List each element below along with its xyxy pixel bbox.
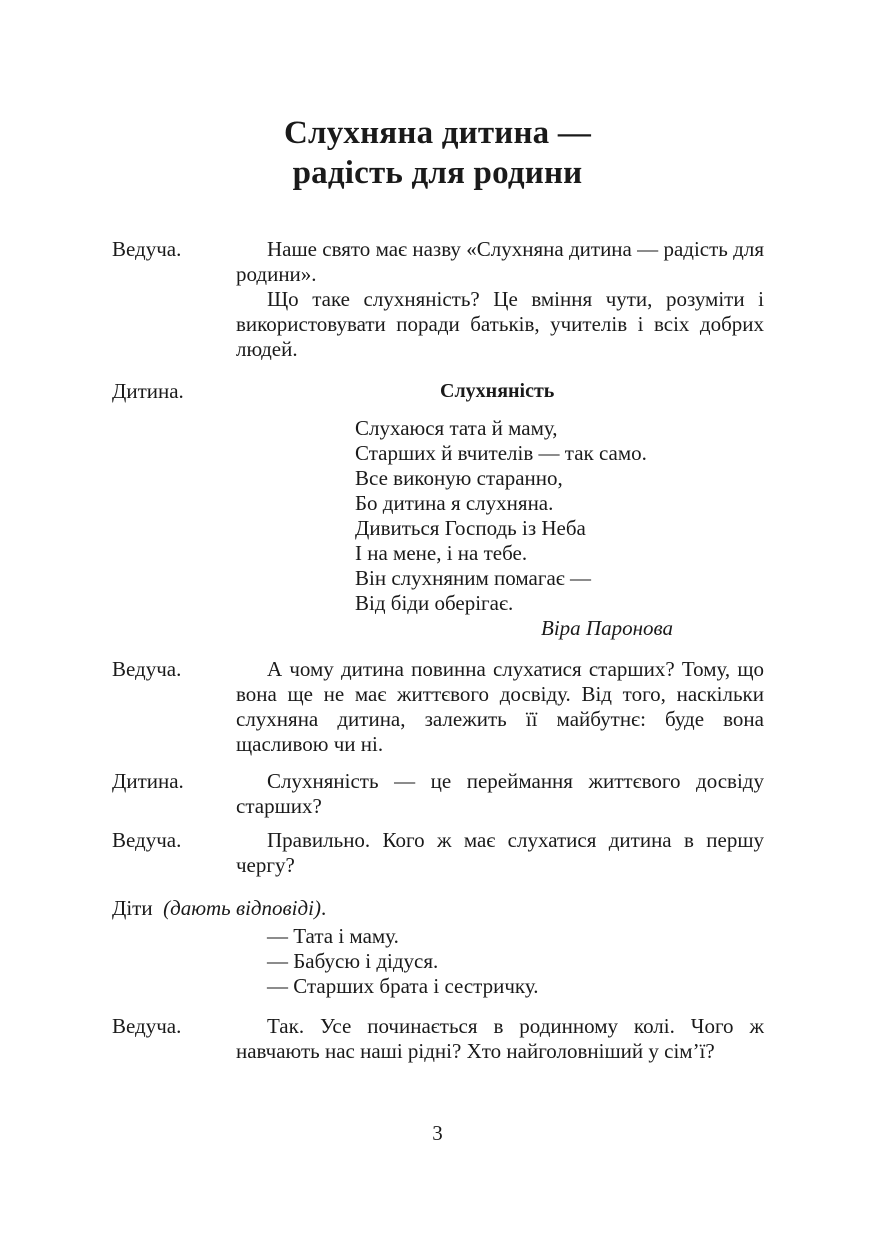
paragraph: Наше свято має назву «Слухняна дитина — радість для родини». — [236, 237, 764, 286]
poem-line: Все виконую старанно, — [355, 466, 563, 490]
poem-author: Віра Паронова — [541, 616, 673, 640]
speaker-label-with-remark — [112, 896, 326, 921]
speaker-label: Дитина. — [112, 379, 184, 403]
speaker-label: Ведуча. — [112, 1014, 182, 1038]
poem-line: Старших й вчителів — так само. — [355, 441, 647, 465]
poem-line: Слухаюся тата й маму, — [355, 416, 558, 440]
page-number: 3 — [432, 1121, 443, 1145]
poem-line: І на мене, і на тебе. — [355, 541, 528, 565]
speaker-label: Дитина. — [112, 769, 184, 793]
answer-line: — Бабусю і дідуся. — [267, 949, 439, 973]
page-title-line-2: радість для родини — [292, 155, 583, 191]
answer-line: — Старших брата і сестричку. — [267, 974, 539, 998]
paragraph: Слухняність — це переймання життєвого досвіду старших? — [236, 769, 764, 818]
speaker-label: Ведуча. — [112, 657, 182, 681]
remark-period: . — [320, 896, 327, 920]
paragraph: А чому дитина повинна слухатися старших? Тому, що вона ще не має життєвого досвіду. Від того, наскільки слухняна дитина, залежить її майбутнє: буде вона щасливою чи ні. — [236, 657, 764, 756]
speaker-label: Ведуча. — [112, 828, 182, 852]
paragraph: Правильно. Кого ж має слухатися дитина в першу чергу? — [236, 828, 764, 877]
answers-list — [267, 924, 538, 999]
poem-line: Бо дитина я слухняна. — [355, 491, 554, 515]
page-title-line-1: Слухняна дитина — — [283, 115, 592, 151]
speaker-name: Діти — [112, 896, 153, 920]
speaker-label: Ведуча. — [112, 237, 182, 261]
paragraph: Що таке слухняність? Це вміння чути, розуміти і використовувати поради батьків, учителів і всіх добрих людей. — [236, 287, 764, 361]
paragraph: Так. Усе починається в родинному колі. Чого ж навчають нас наші рідні? Хто найголовніший у сім’ї? — [236, 1014, 764, 1063]
poem — [355, 416, 647, 616]
stage-remark: (дають відповіді) — [163, 896, 321, 920]
answer-line: — Тата і маму. — [267, 924, 399, 948]
poem-line: Він слухняним помагає — — [355, 566, 592, 590]
poem-title: Слухняність — [440, 380, 555, 402]
poem-line: Від біди оберігає. — [355, 591, 514, 615]
poem-line: Дивиться Господь із Неба — [355, 516, 586, 540]
